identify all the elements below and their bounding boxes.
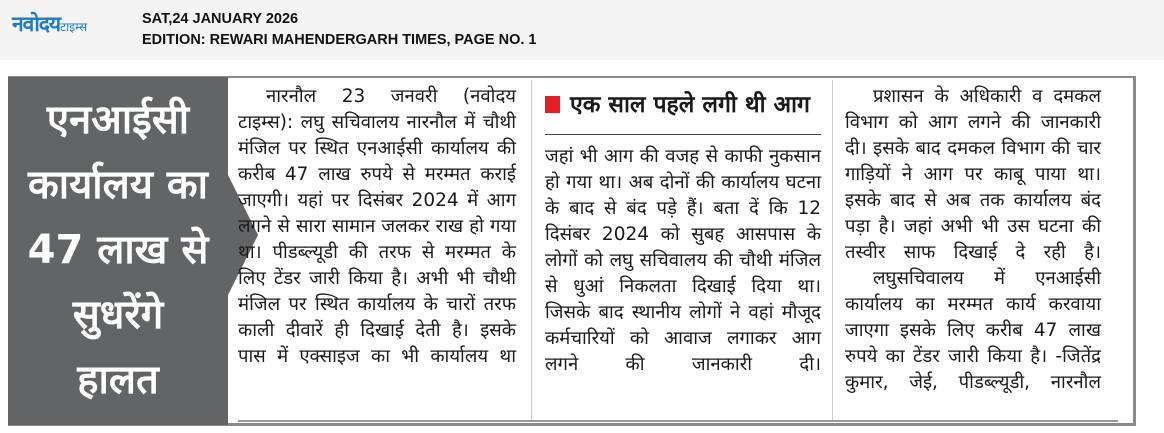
newspaper-logo — [12, 10, 87, 38]
edition-info: EDITION: REWARI MAHENDERGARH TIMES, PAGE NO. 1 — [142, 32, 537, 48]
column-text: लघुसचिवालय में एनआईसी कार्यालय का मरम्मत कार्य करवाया जाएगा इसके लिए करीब 47 लाख रुपये का टेंडर जारी किया है। -जितेंद्र कुमार, जेई, पीडब्ल्यूडी, नारनौल — [845, 268, 1101, 393]
edition-meta — [142, 9, 536, 51]
subheading-rule — [545, 134, 821, 135]
column-text: प्रशासन के अधिकारी व दमकल विभाग को आग लगने की जानकारी दी। इसके बाद दमकल विभाग की चार गाड़ियों ने आग पर काबू पाया था। इसके बाद से अब तक कार्यालय बंद पड़ा है। जहां अभी भी उस घटना की तस्वीर साफ दिखाई दे रही है। — [845, 86, 1101, 263]
edition-header — [0, 0, 1164, 60]
subheading-text: एक साल पहले लगी थी आग — [570, 92, 810, 118]
article-headline — [8, 88, 228, 413]
bullet-square-icon — [545, 96, 560, 113]
article-column-3 — [845, 84, 1101, 396]
subheading — [545, 88, 821, 122]
edition-date: SAT,24 JANUARY 2026 — [142, 11, 299, 27]
bottom-rule — [238, 420, 1118, 422]
column-divider — [832, 80, 833, 420]
logo-main: नवोदय — [12, 12, 61, 36]
logo-sub: टाइम्स — [60, 20, 88, 34]
article-column-2 — [545, 144, 821, 378]
headline-line: 47 लाख से — [27, 227, 209, 273]
headline-line: कार्यालय का — [28, 162, 208, 208]
article-column-1 — [238, 84, 516, 370]
column-text: जहां भी आग की वजह से काफी नुकसान हो गया था। अब दोनों की कार्यालय घटना के बाद से बंद पड़े हैं। बता दें कि 12 दिसंबर 2024 को सुबह आसपास के लोगों को लघु सचिवालय की चौथी मंजिल से धुआं निकलता दिखाई दिया था। जिसके बाद स्थानीय लोगों ने वहां मौजूद कर्मचारियों को आवाज लगाकर आग लगने की जानकारी दी। — [545, 146, 821, 375]
headline-line: हालत — [77, 357, 159, 403]
column-text: नारनौल 23 जनवरी (नवोदय टाइम्स): लघु सचिवालय नारनौल में चौथी मंजिल पर स्थित एनआईसी कार्यालय की करीब 47 लाख रुपये से मरम्मत कराई जाएगी। यहां पर दिसंबर 2024 में आग लगने से सारा सामान जलकर राख हो गया था। पीडब्ल्यूडी की तरफ से मरम्मत के लिए टेंडर जारी किया है। अभी भी चौथी मंजिल पर स्थित कार्यालय के चारों तरफ काली दीवारें ही दिखाई देती है। इसके पास में एक्साइज का भी कार्यालय था — [238, 86, 516, 367]
headline-line: एनआईसी — [46, 97, 190, 143]
headline-line: सुधरेंगे — [72, 292, 164, 338]
column-divider — [531, 80, 532, 420]
